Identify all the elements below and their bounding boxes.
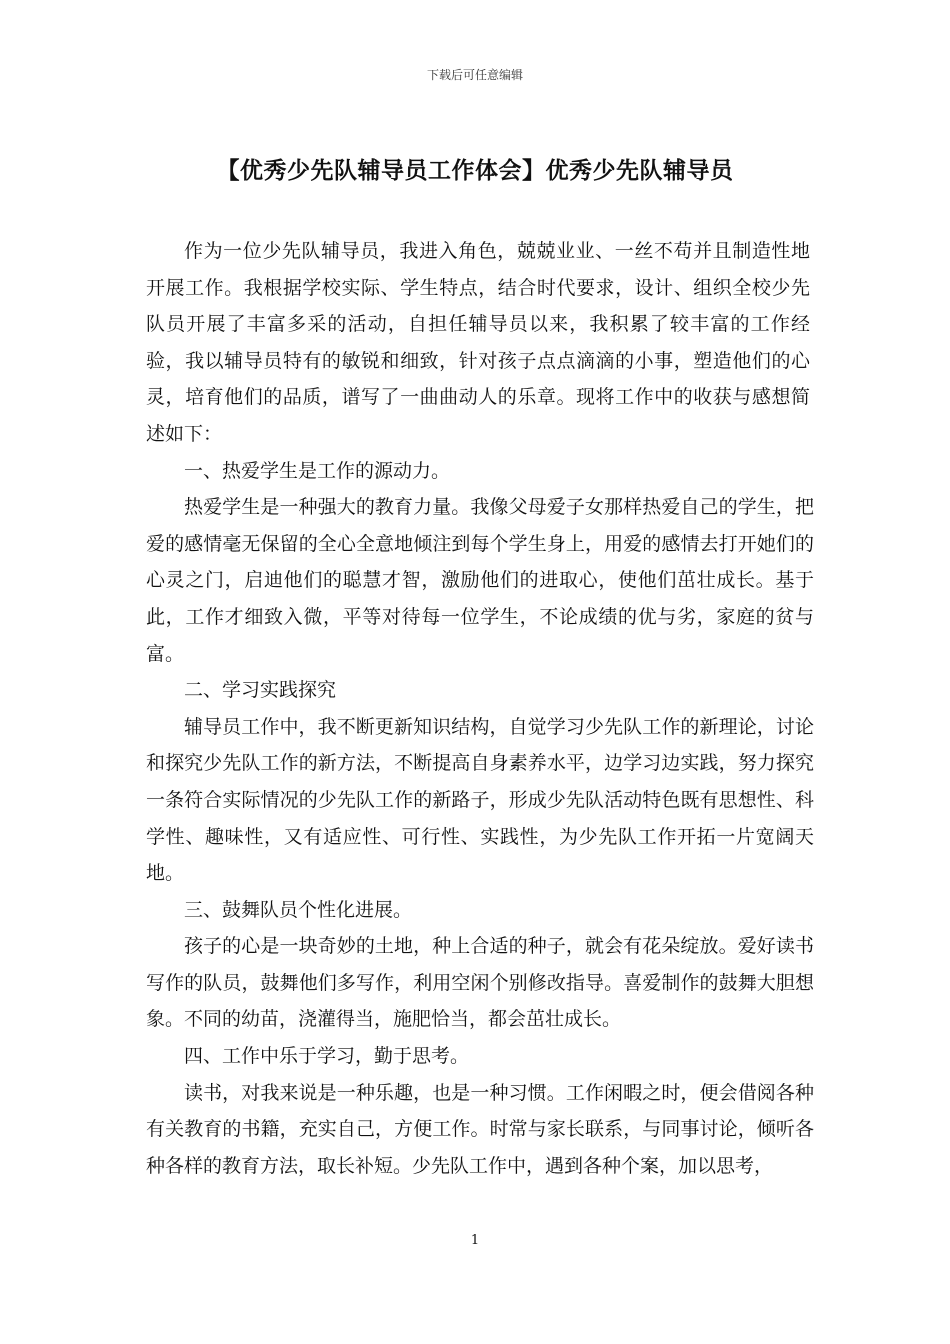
section-heading-3: 三、鼓舞队员个性化进展。 — [184, 898, 413, 921]
section-heading-4: 四、工作中乐于学习，勤于思考。 — [184, 1045, 470, 1068]
section-heading-2: 二、学习实践探究 — [184, 679, 337, 702]
document-title: 【优秀少先队辅导员工作体会】优秀少先队辅导员 — [216, 157, 734, 184]
paragraph-intro: 作为一位少先队辅导员，我进入角色，兢兢业业、一丝不苟并且制造性地开展工作。我根据学校实际、学生特点，结合时代要求，设计、组织全校少先队员开展了丰富多采的活动，自担任辅导员以来，我积累了较丰富的工作经验，我以辅导员特有的敏锐和细致，针对孩子点点滴滴的小事，塑造他们的心灵，培育他们的品质，谱写了一曲曲动人的乐章。现将工作中的收获与感想简述如下： — [146, 240, 810, 445]
document-body — [146, 233, 814, 1184]
section-heading-1: 一、热爱学生是工作的源动力。 — [184, 459, 451, 482]
header-note: 下载后可任意编辑 — [426, 68, 523, 82]
paragraph-section-2: 辅导员工作中，我不断更新知识结构，自觉学习少先队工作的新理论，讨论和探究少先队工作的新方法，不断提高自身素养水平，边学习边实践，努力探究一条符合实际情况的少先队工作的新路子，形成少先队活动特色既有思想性、科学性、趣味性，又有适应性、可行性、实践性，为少先队工作开拓一片宽阔天地。 — [146, 715, 814, 885]
page-number: 1 — [470, 1233, 480, 1248]
paragraph-section-1: 热爱学生是一种强大的教育力量。我像父母爱子女那样热爱自己的学生，把爱的感情毫无保留的全心全意地倾注到每个学生身上，用爱的感情去打开她们的心灵之门，启迪他们的聪慧才智，激励他们的进取心，使他们茁壮成长。基于此，工作才细致入微，平等对待每一位学生，不论成绩的优与劣，家庭的贫与富。 — [146, 496, 814, 665]
paragraph-section-3: 孩子的心是一块奇妙的土地，种上合适的种子，就会有花朵绽放。爱好读书写作的队员，鼓舞他们多写作，利用空闲个别修改指导。喜爱制作的鼓舞大胆想象。不同的幼苗，浇灌得当，施肥恰当，都会茁壮成长。 — [146, 935, 814, 1031]
paragraph-section-4: 读书，对我来说是一种乐趣，也是一种习惯。工作闲暇之时，便会借阅各种有关教育的书籍，充实自己，方便工作。时常与家长联系，与同事讨论，倾听各种各样的教育方法，取长补短。少先队工作中，遇到各种个案，加以思考， — [146, 1081, 814, 1177]
